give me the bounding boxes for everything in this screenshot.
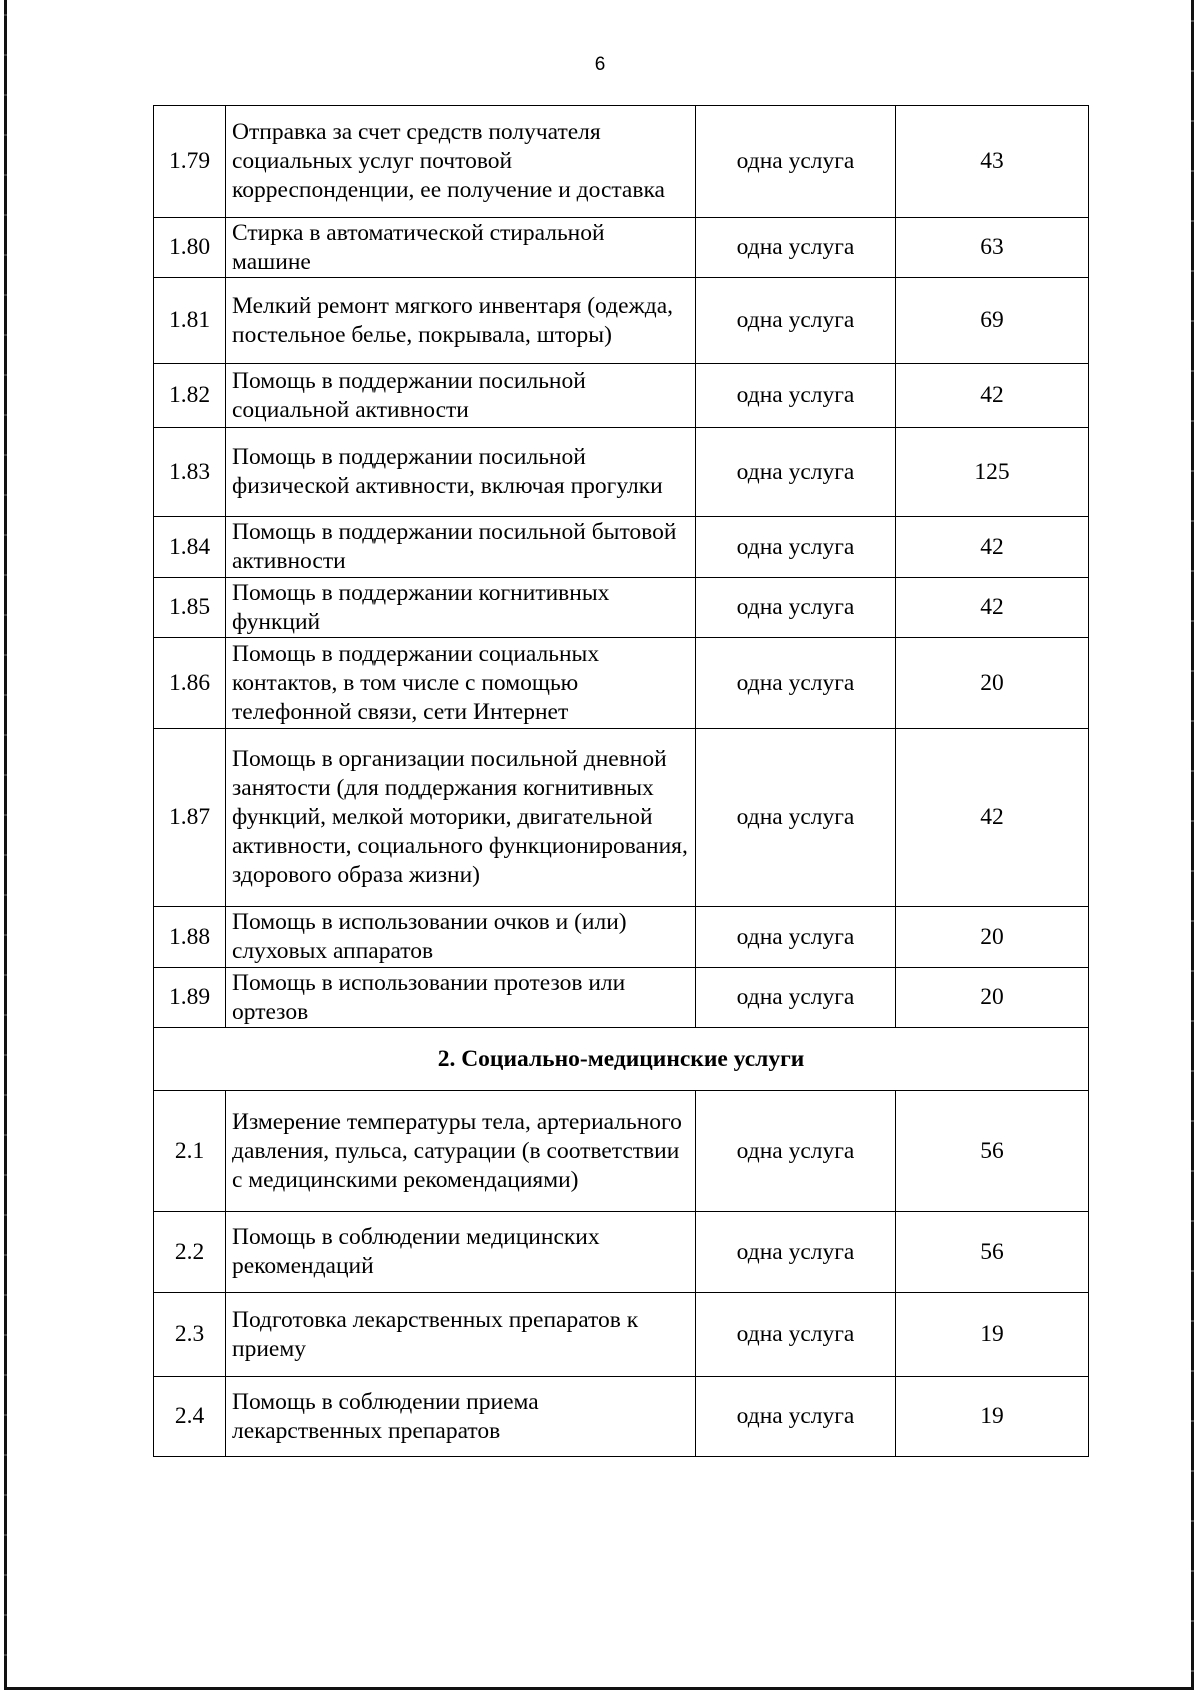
unit-of-measure: одна услуга — [696, 1377, 896, 1457]
service-name: Помощь в соблюдении медицинских рекомендаций — [226, 1212, 696, 1293]
price-value: 56 — [896, 1212, 1089, 1293]
unit-of-measure: одна услуга — [696, 428, 896, 517]
service-name: Отправка за счет средств получателя социальных услуг почтовой корреспонденции, ее получение и доставка — [226, 106, 696, 218]
table-row — [154, 517, 1089, 578]
row-number: 1.86 — [154, 638, 226, 729]
service-rates-table — [153, 105, 1089, 1457]
row-number: 2.3 — [154, 1293, 226, 1377]
service-name: Помощь в организации посильной дневной занятости (для поддержания когнитивных функций, мелкой моторики, двигательной активности, социального функционирования, здорового образа жизни) — [226, 729, 696, 907]
price-value: 125 — [896, 428, 1089, 517]
service-name: Измерение температуры тела, артериального давления, пульса, сатурации (в соответствии с медицинскими рекомендациями) — [226, 1091, 696, 1212]
scan-border-left — [4, 0, 7, 1690]
price-value: 69 — [896, 278, 1089, 364]
table-row — [154, 218, 1089, 278]
row-number: 2.1 — [154, 1091, 226, 1212]
unit-of-measure: одна услуга — [696, 907, 896, 968]
row-number: 1.79 — [154, 106, 226, 218]
table-row — [154, 1091, 1089, 1212]
price-value: 42 — [896, 364, 1089, 428]
section-heading-row — [154, 1028, 1089, 1091]
row-number: 1.84 — [154, 517, 226, 578]
unit-of-measure: одна услуга — [696, 968, 896, 1028]
row-number: 1.85 — [154, 578, 226, 638]
table-row — [154, 1377, 1089, 1457]
price-value: 56 — [896, 1091, 1089, 1212]
scan-border-right — [1191, 0, 1194, 1690]
unit-of-measure: одна услуга — [696, 1091, 896, 1212]
price-value: 42 — [896, 578, 1089, 638]
unit-of-measure: одна услуга — [696, 364, 896, 428]
table-row — [154, 364, 1089, 428]
unit-of-measure: одна услуга — [696, 1212, 896, 1293]
unit-of-measure: одна услуга — [696, 517, 896, 578]
row-number: 2.4 — [154, 1377, 226, 1457]
unit-of-measure: одна услуга — [696, 106, 896, 218]
price-value: 42 — [896, 517, 1089, 578]
service-name: Помощь в поддержании посильной бытовой активности — [226, 517, 696, 578]
row-number: 1.87 — [154, 729, 226, 907]
table-row — [154, 578, 1089, 638]
row-number: 2.2 — [154, 1212, 226, 1293]
service-name: Помощь в поддержании посильной социальной активности — [226, 364, 696, 428]
unit-of-measure: одна услуга — [696, 278, 896, 364]
service-name: Мелкий ремонт мягкого инвентаря (одежда, постельное белье, покрывала, шторы) — [226, 278, 696, 364]
unit-of-measure: одна услуга — [696, 638, 896, 729]
price-value: 19 — [896, 1377, 1089, 1457]
service-name: Помощь в использовании протезов или ортезов — [226, 968, 696, 1028]
row-number: 1.81 — [154, 278, 226, 364]
price-value: 63 — [896, 218, 1089, 278]
row-number: 1.82 — [154, 364, 226, 428]
service-name: Подготовка лекарственных препаратов к приему — [226, 1293, 696, 1377]
scan-border-bottom — [4, 1687, 1194, 1690]
service-name: Помощь в поддержании социальных контактов, в том числе с помощью телефонной связи, сети Интернет — [226, 638, 696, 729]
row-number: 1.89 — [154, 968, 226, 1028]
table-row — [154, 106, 1089, 218]
table-body — [154, 106, 1089, 1457]
unit-of-measure: одна услуга — [696, 218, 896, 278]
table-row — [154, 907, 1089, 968]
unit-of-measure: одна услуга — [696, 578, 896, 638]
service-name: Помощь в поддержании когнитивных функций — [226, 578, 696, 638]
price-value: 20 — [896, 638, 1089, 729]
price-value: 43 — [896, 106, 1089, 218]
table-row — [154, 638, 1089, 729]
unit-of-measure: одна услуга — [696, 1293, 896, 1377]
table-row — [154, 968, 1089, 1028]
price-value: 42 — [896, 729, 1089, 907]
service-name: Помощь в использовании очков и (или) слуховых аппаратов — [226, 907, 696, 968]
row-number: 1.83 — [154, 428, 226, 517]
table-row — [154, 729, 1089, 907]
table-row — [154, 278, 1089, 364]
page-number: 6 — [594, 54, 606, 75]
section-heading: 2. Социально-медицинские услуги — [154, 1028, 1089, 1091]
service-name: Стирка в автоматической стиральной машине — [226, 218, 696, 278]
row-number: 1.88 — [154, 907, 226, 968]
table-row — [154, 1293, 1089, 1377]
unit-of-measure: одна услуга — [696, 729, 896, 907]
price-value: 20 — [896, 907, 1089, 968]
service-name: Помощь в соблюдении приема лекарственных препаратов — [226, 1377, 696, 1457]
service-name: Помощь в поддержании посильной физической активности, включая прогулки — [226, 428, 696, 517]
row-number: 1.80 — [154, 218, 226, 278]
table-row — [154, 428, 1089, 517]
price-value: 20 — [896, 968, 1089, 1028]
price-value: 19 — [896, 1293, 1089, 1377]
table-row — [154, 1212, 1089, 1293]
